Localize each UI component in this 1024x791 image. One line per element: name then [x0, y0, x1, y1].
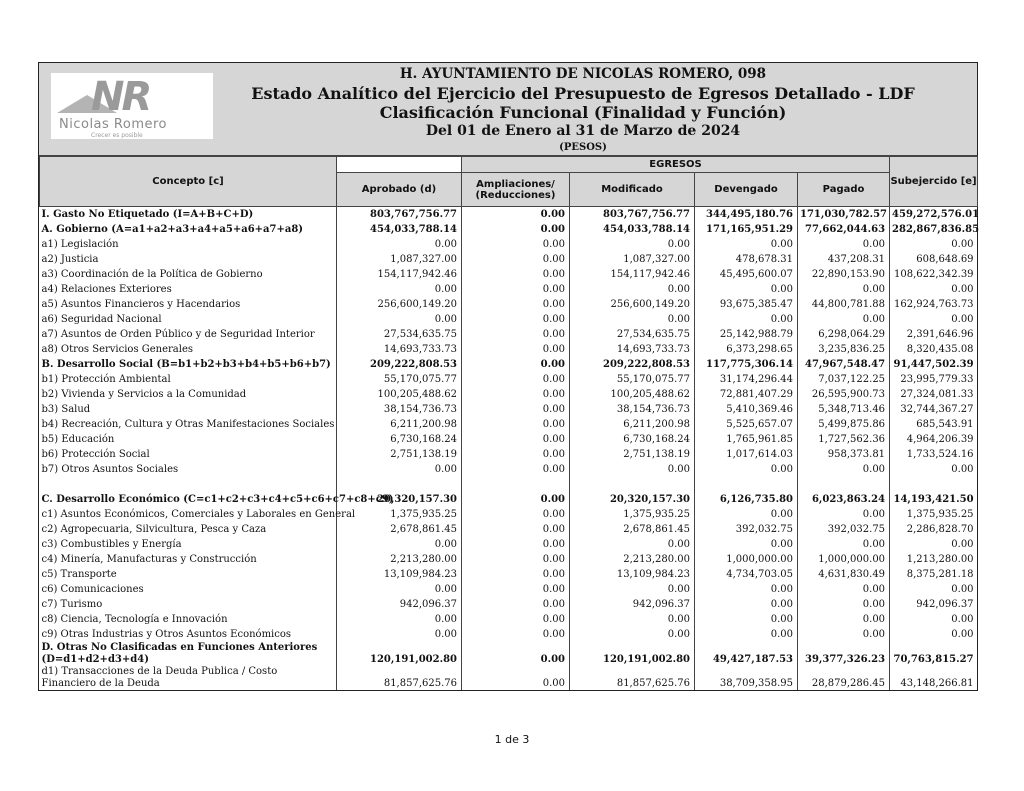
- table-row: [40, 666, 978, 690]
- row-concept: b7) Otros Asuntos Sociales: [41, 464, 179, 475]
- row-concept: a3) Coordinación de la Política de Gobierno: [41, 269, 263, 280]
- row-value: 608,648.69: [890, 252, 978, 267]
- row-value: 2,286,828.70: [890, 522, 978, 537]
- row-value: 0.00: [695, 507, 798, 522]
- col-ampliaciones: Ampliaciones/ (Reducciones): [462, 173, 570, 207]
- table-row: [40, 267, 978, 282]
- row-value: 0.00: [462, 252, 570, 267]
- row-concept: I. Gasto No Etiquetado (I=A+B+C+D): [40, 207, 337, 223]
- row-value: 93,675,385.47: [695, 297, 798, 312]
- row-concept: C. Desarrollo Económico (C=c1+c2+c3+c4+c5+c6+c7+c8+c9): [41, 494, 394, 505]
- row-value: 72,881,407.29: [695, 387, 798, 402]
- row-value: [337, 477, 462, 492]
- budget-table: [39, 156, 978, 690]
- report-currency: (PESOS): [559, 142, 607, 153]
- row-value: 2,213,280.00: [337, 552, 462, 567]
- row-value: 55,170,075.77: [337, 372, 462, 387]
- row-value: 0.00: [570, 582, 695, 597]
- row-value: 0.00: [570, 462, 695, 477]
- row-value: [798, 477, 890, 492]
- table-row: [40, 327, 978, 342]
- row-concept: a8) Otros Servicios Generales: [41, 344, 194, 355]
- row-value: 0.00: [798, 597, 890, 612]
- row-value: 0.00: [798, 582, 890, 597]
- row-value: 0.00: [462, 582, 570, 597]
- table-row: [40, 252, 978, 267]
- row-value: 0.00: [337, 462, 462, 477]
- row-concept: d1) Transacciones de la Deuda Publica / Costo Financiero de la Deuda: [41, 666, 278, 689]
- row-concept: c2) Agropecuaria, Silvicultura, Pesca y Caza: [41, 524, 267, 535]
- row-value: 14,693,733.73: [337, 342, 462, 357]
- table-row: [40, 507, 978, 522]
- row-value: 0.00: [462, 537, 570, 552]
- row-concept: c4) Minería, Manufacturas y Construcción: [41, 554, 257, 565]
- row-value: 2,678,861.45: [337, 522, 462, 537]
- row-value: 23,995,779.33: [890, 372, 978, 387]
- table-row: [40, 477, 978, 492]
- row-value: 171,030,782.57: [798, 207, 890, 223]
- row-value: 0.00: [695, 462, 798, 477]
- row-value: 0.00: [462, 222, 570, 237]
- report-header: [39, 63, 977, 156]
- row-value: 209,222,808.53: [337, 357, 462, 372]
- row-value: 4,631,830.49: [798, 567, 890, 582]
- row-value: 0.00: [462, 402, 570, 417]
- row-value: 0.00: [462, 297, 570, 312]
- table-row: [40, 432, 978, 447]
- row-value: 0.00: [462, 372, 570, 387]
- col-group-egresos: EGRESOS: [462, 157, 890, 173]
- row-value: 0.00: [695, 282, 798, 297]
- row-value: 0.00: [337, 627, 462, 642]
- row-value: 38,154,736.73: [570, 402, 695, 417]
- table-row: [40, 387, 978, 402]
- row-value: 0.00: [462, 627, 570, 642]
- row-value: 7,037,122.25: [798, 372, 890, 387]
- table-row: [40, 207, 978, 223]
- row-value: 5,499,875.86: [798, 417, 890, 432]
- row-value: 43,148,266.81: [890, 666, 978, 690]
- row-value: 8,320,435.08: [890, 342, 978, 357]
- entity-name: H. AYUNTAMIENTO DE NICOLAS ROMERO, 098: [399, 66, 767, 82]
- row-value: 0.00: [337, 537, 462, 552]
- row-value: 0.00: [462, 357, 570, 372]
- row-value: 0.00: [890, 282, 978, 297]
- table-row: [40, 492, 978, 507]
- row-value: 26,595,900.73: [798, 387, 890, 402]
- col-concept: Concepto [c]: [40, 157, 337, 207]
- row-value: 0.00: [695, 312, 798, 327]
- row-value: 0.00: [462, 462, 570, 477]
- row-value: 1,375,935.25: [337, 507, 462, 522]
- row-value: 81,857,625.76: [337, 666, 462, 690]
- col-modificado: Modificado: [570, 173, 695, 207]
- table-row: [40, 447, 978, 462]
- row-value: [570, 477, 695, 492]
- table-row: [40, 597, 978, 612]
- row-value: 0.00: [337, 612, 462, 627]
- row-value: 77,662,044.63: [798, 222, 890, 237]
- table-row: [40, 567, 978, 582]
- table-row: [40, 417, 978, 432]
- row-value: 459,272,576.01: [890, 207, 978, 223]
- row-value: 0.00: [798, 507, 890, 522]
- row-value: 1,000,000.00: [798, 552, 890, 567]
- row-value: 803,767,756.77: [337, 207, 462, 223]
- row-value: 0.00: [570, 312, 695, 327]
- row-value: 6,298,064.29: [798, 327, 890, 342]
- row-value: 70,763,815.27: [890, 642, 978, 666]
- row-value: 0.00: [462, 666, 570, 690]
- row-value: 1,017,614.03: [695, 447, 798, 462]
- row-value: 14,693,733.73: [570, 342, 695, 357]
- row-concept: a5) Asuntos Financieros y Hacendarios: [41, 299, 241, 310]
- row-value: 32,744,367.27: [890, 402, 978, 417]
- table-row: [40, 552, 978, 567]
- table-row: [40, 462, 978, 477]
- row-value: 2,213,280.00: [570, 552, 695, 567]
- row-concept: a4) Relaciones Exteriores: [41, 284, 172, 295]
- row-value: 100,205,488.62: [337, 387, 462, 402]
- row-value: 0.00: [798, 312, 890, 327]
- row-value: 0.00: [462, 447, 570, 462]
- row-value: 0.00: [337, 282, 462, 297]
- row-value: 0.00: [462, 432, 570, 447]
- row-concept: a1) Legislación: [41, 239, 119, 250]
- row-value: 6,126,735.80: [695, 492, 798, 507]
- row-value: 958,373.81: [798, 447, 890, 462]
- logo-brand: Nicolas Romero: [59, 117, 167, 132]
- row-value: 2,751,138.19: [570, 447, 695, 462]
- row-concept: A. Gobierno (A=a1+a2+a3+a4+a5+a6+a7+a8): [41, 224, 304, 235]
- row-value: 0.00: [890, 537, 978, 552]
- row-value: 47,967,548.47: [798, 357, 890, 372]
- table-row: [40, 372, 978, 387]
- report-period: Del 01 de Enero al 31 de Marzo de 2024: [425, 123, 741, 139]
- report-subtitle: Clasificación Funcional (Finalidad y Función): [379, 103, 787, 122]
- table-row: [40, 312, 978, 327]
- row-value: 13,109,984.23: [337, 567, 462, 582]
- table-row: [40, 642, 978, 666]
- table-row: [40, 537, 978, 552]
- row-value: 0.00: [462, 552, 570, 567]
- row-value: 0.00: [798, 612, 890, 627]
- row-value: 8,375,281.18: [890, 567, 978, 582]
- row-value: 0.00: [570, 627, 695, 642]
- row-value: 81,857,625.76: [570, 666, 695, 690]
- row-value: 0.00: [462, 282, 570, 297]
- row-value: 1,375,935.25: [570, 507, 695, 522]
- row-value: 25,142,988.79: [695, 327, 798, 342]
- row-value: 55,170,075.77: [570, 372, 695, 387]
- row-value: 1,000,000.00: [695, 552, 798, 567]
- row-value: 0.00: [798, 237, 890, 252]
- row-value: 0.00: [570, 537, 695, 552]
- row-value: 120,191,002.80: [337, 642, 462, 666]
- col-pagado: Pagado: [798, 173, 890, 207]
- row-value: 91,447,502.39: [890, 357, 978, 372]
- row-value: 2,751,138.19: [337, 447, 462, 462]
- row-value: 120,191,002.80: [570, 642, 695, 666]
- table-row: [40, 297, 978, 312]
- row-value: 454,033,788.14: [337, 222, 462, 237]
- row-value: 154,117,942.46: [570, 267, 695, 282]
- table-row: [40, 237, 978, 252]
- row-value: 0.00: [798, 282, 890, 297]
- row-value: 0.00: [462, 612, 570, 627]
- table-row: [40, 627, 978, 642]
- row-value: 0.00: [462, 327, 570, 342]
- row-value: 0.00: [890, 237, 978, 252]
- row-value: 0.00: [462, 567, 570, 582]
- row-value: 38,709,358.95: [695, 666, 798, 690]
- row-value: 49,427,187.53: [695, 642, 798, 666]
- row-value: 0.00: [695, 582, 798, 597]
- row-value: 685,543.91: [890, 417, 978, 432]
- row-value: 0.00: [890, 462, 978, 477]
- row-value: 0.00: [695, 237, 798, 252]
- row-value: 1,727,562.36: [798, 432, 890, 447]
- row-value: 0.00: [462, 597, 570, 612]
- logo-monogram: NR: [91, 74, 150, 120]
- row-value: 2,391,646.96: [890, 327, 978, 342]
- row-value: 31,174,296.44: [695, 372, 798, 387]
- row-value: 0.00: [890, 582, 978, 597]
- row-value: 5,525,657.07: [695, 417, 798, 432]
- row-concept: b5) Educación: [41, 434, 115, 445]
- row-value: 0.00: [462, 387, 570, 402]
- row-value: 0.00: [695, 627, 798, 642]
- row-value: 44,800,781.88: [798, 297, 890, 312]
- row-concept: c7) Turismo: [41, 599, 103, 610]
- row-value: 108,622,342.39: [890, 267, 978, 282]
- row-value: 0.00: [462, 417, 570, 432]
- row-concept: b1) Protección Ambiental: [41, 374, 171, 385]
- row-value: 0.00: [462, 312, 570, 327]
- col-devengado: Devengado: [695, 173, 798, 207]
- row-value: 0.00: [462, 522, 570, 537]
- row-value: 117,775,306.14: [695, 357, 798, 372]
- row-concept: c1) Asuntos Económicos, Comerciales y Laborales en General: [41, 509, 356, 520]
- row-value: 454,033,788.14: [570, 222, 695, 237]
- row-value: 0.00: [462, 342, 570, 357]
- row-value: 4,964,206.39: [890, 432, 978, 447]
- row-value: 0.00: [798, 627, 890, 642]
- row-value: 171,165,951.29: [695, 222, 798, 237]
- logo-tagline: Crecer es posible: [91, 132, 143, 139]
- report-title: Estado Analítico del Ejercicio del Presupuesto de Egresos Detallado - LDF: [251, 84, 915, 103]
- row-value: 0.00: [798, 462, 890, 477]
- row-value: 22,890,153.90: [798, 267, 890, 282]
- row-value: 2,678,861.45: [570, 522, 695, 537]
- row-value: 6,023,863.24: [798, 492, 890, 507]
- row-value: 0.00: [462, 642, 570, 666]
- row-concept: c8) Ciencia, Tecnología e Innovación: [41, 614, 228, 625]
- page-number: 1 de 3: [494, 733, 530, 746]
- table-row: [40, 282, 978, 297]
- row-value: 4,734,703.05: [695, 567, 798, 582]
- row-value: 5,348,713.46: [798, 402, 890, 417]
- row-value: 38,154,736.73: [337, 402, 462, 417]
- row-value: 6,211,200.98: [570, 417, 695, 432]
- row-value: 27,534,635.75: [337, 327, 462, 342]
- row-value: 6,730,168.24: [337, 432, 462, 447]
- row-value: 1,733,524.16: [890, 447, 978, 462]
- row-value: 0.00: [890, 312, 978, 327]
- row-value: 1,087,327.00: [337, 252, 462, 267]
- report-titles: [189, 65, 977, 155]
- row-value: 478,678.31: [695, 252, 798, 267]
- col-aprobado: Aprobado (d): [337, 173, 462, 207]
- row-value: 0.00: [695, 597, 798, 612]
- row-value: 13,109,984.23: [570, 567, 695, 582]
- row-value: 437,208.31: [798, 252, 890, 267]
- row-value: 1,375,935.25: [890, 507, 978, 522]
- row-value: 256,600,149.20: [337, 297, 462, 312]
- row-value: 209,222,808.53: [570, 357, 695, 372]
- row-value: 392,032.75: [695, 522, 798, 537]
- table-body: [40, 207, 978, 691]
- table-row: [40, 357, 978, 372]
- row-value: 6,730,168.24: [570, 432, 695, 447]
- row-value: 942,096.37: [337, 597, 462, 612]
- row-value: [695, 477, 798, 492]
- row-concept: b3) Salud: [41, 404, 91, 415]
- table-row: [40, 522, 978, 537]
- row-value: 0.00: [337, 582, 462, 597]
- row-value: 0.00: [337, 312, 462, 327]
- row-value: 162,924,763.73: [890, 297, 978, 312]
- row-value: 0.00: [462, 207, 570, 223]
- row-value: 14,193,421.50: [890, 492, 978, 507]
- row-value: 803,767,756.77: [570, 207, 695, 223]
- row-value: 942,096.37: [890, 597, 978, 612]
- row-concept: a2) Justicia: [41, 254, 99, 265]
- row-value: 0.00: [462, 267, 570, 282]
- row-concept: [40, 477, 337, 492]
- row-concept: b6) Protección Social: [41, 449, 150, 460]
- row-value: 0.00: [695, 612, 798, 627]
- row-value: 45,495,600.07: [695, 267, 798, 282]
- row-value: 344,495,180.76: [695, 207, 798, 223]
- table-row: [40, 222, 978, 237]
- row-value: 0.00: [570, 612, 695, 627]
- row-value: 100,205,488.62: [570, 387, 695, 402]
- row-value: 0.00: [462, 507, 570, 522]
- row-concept: B. Desarrollo Social (B=b1+b2+b3+b4+b5+b6+b7): [41, 359, 331, 370]
- col-subejercido: Subejercido [e]: [890, 157, 978, 207]
- row-value: 27,324,081.33: [890, 387, 978, 402]
- row-value: 1,213,280.00: [890, 552, 978, 567]
- row-value: 20,320,157.30: [337, 492, 462, 507]
- row-value: 1,765,961.85: [695, 432, 798, 447]
- row-value: 392,032.75: [798, 522, 890, 537]
- row-value: 5,410,369.46: [695, 402, 798, 417]
- row-concept: a7) Asuntos de Orden Público y de Seguridad Interior: [41, 329, 315, 340]
- row-value: 256,600,149.20: [570, 297, 695, 312]
- row-value: 0.00: [890, 627, 978, 642]
- row-value: 27,534,635.75: [570, 327, 695, 342]
- row-concept: b4) Recreación, Cultura y Otras Manifestaciones Sociales: [41, 419, 335, 430]
- row-value: 0.00: [890, 612, 978, 627]
- row-value: 282,867,836.85: [890, 222, 978, 237]
- row-value: 942,096.37: [570, 597, 695, 612]
- row-value: 0.00: [337, 237, 462, 252]
- table-row: [40, 582, 978, 597]
- row-value: 0.00: [798, 537, 890, 552]
- row-value: 0.00: [462, 237, 570, 252]
- row-concept: b2) Vivienda y Servicios a la Comunidad: [41, 389, 247, 400]
- row-concept: c3) Combustibles y Energía: [41, 539, 182, 550]
- row-value: 0.00: [462, 492, 570, 507]
- table-row: [40, 402, 978, 417]
- row-value: 0.00: [570, 282, 695, 297]
- table-row: [40, 612, 978, 627]
- row-value: [462, 477, 570, 492]
- row-value: 154,117,942.46: [337, 267, 462, 282]
- row-value: 1,087,327.00: [570, 252, 695, 267]
- row-value: 28,879,286.45: [798, 666, 890, 690]
- row-value: 3,235,836.25: [798, 342, 890, 357]
- row-value: 0.00: [695, 537, 798, 552]
- row-concept: c5) Transporte: [41, 569, 117, 580]
- table-row: [40, 342, 978, 357]
- row-concept: c6) Comunicaciones: [41, 584, 144, 595]
- row-concept: c9) Otras Industrias y Otros Asuntos Económicos: [41, 629, 292, 640]
- row-value: 20,320,157.30: [570, 492, 695, 507]
- row-value: 39,377,326.23: [798, 642, 890, 666]
- row-value: 6,373,298.65: [695, 342, 798, 357]
- row-value: 6,211,200.98: [337, 417, 462, 432]
- row-concept: a6) Seguridad Nacional: [41, 314, 162, 325]
- row-concept: D. Otras No Clasificadas en Funciones Anteriores (D=d1+d2+d3+d4): [41, 642, 318, 665]
- row-value: [890, 477, 978, 492]
- report-sheet: [38, 62, 978, 691]
- row-value: 0.00: [570, 237, 695, 252]
